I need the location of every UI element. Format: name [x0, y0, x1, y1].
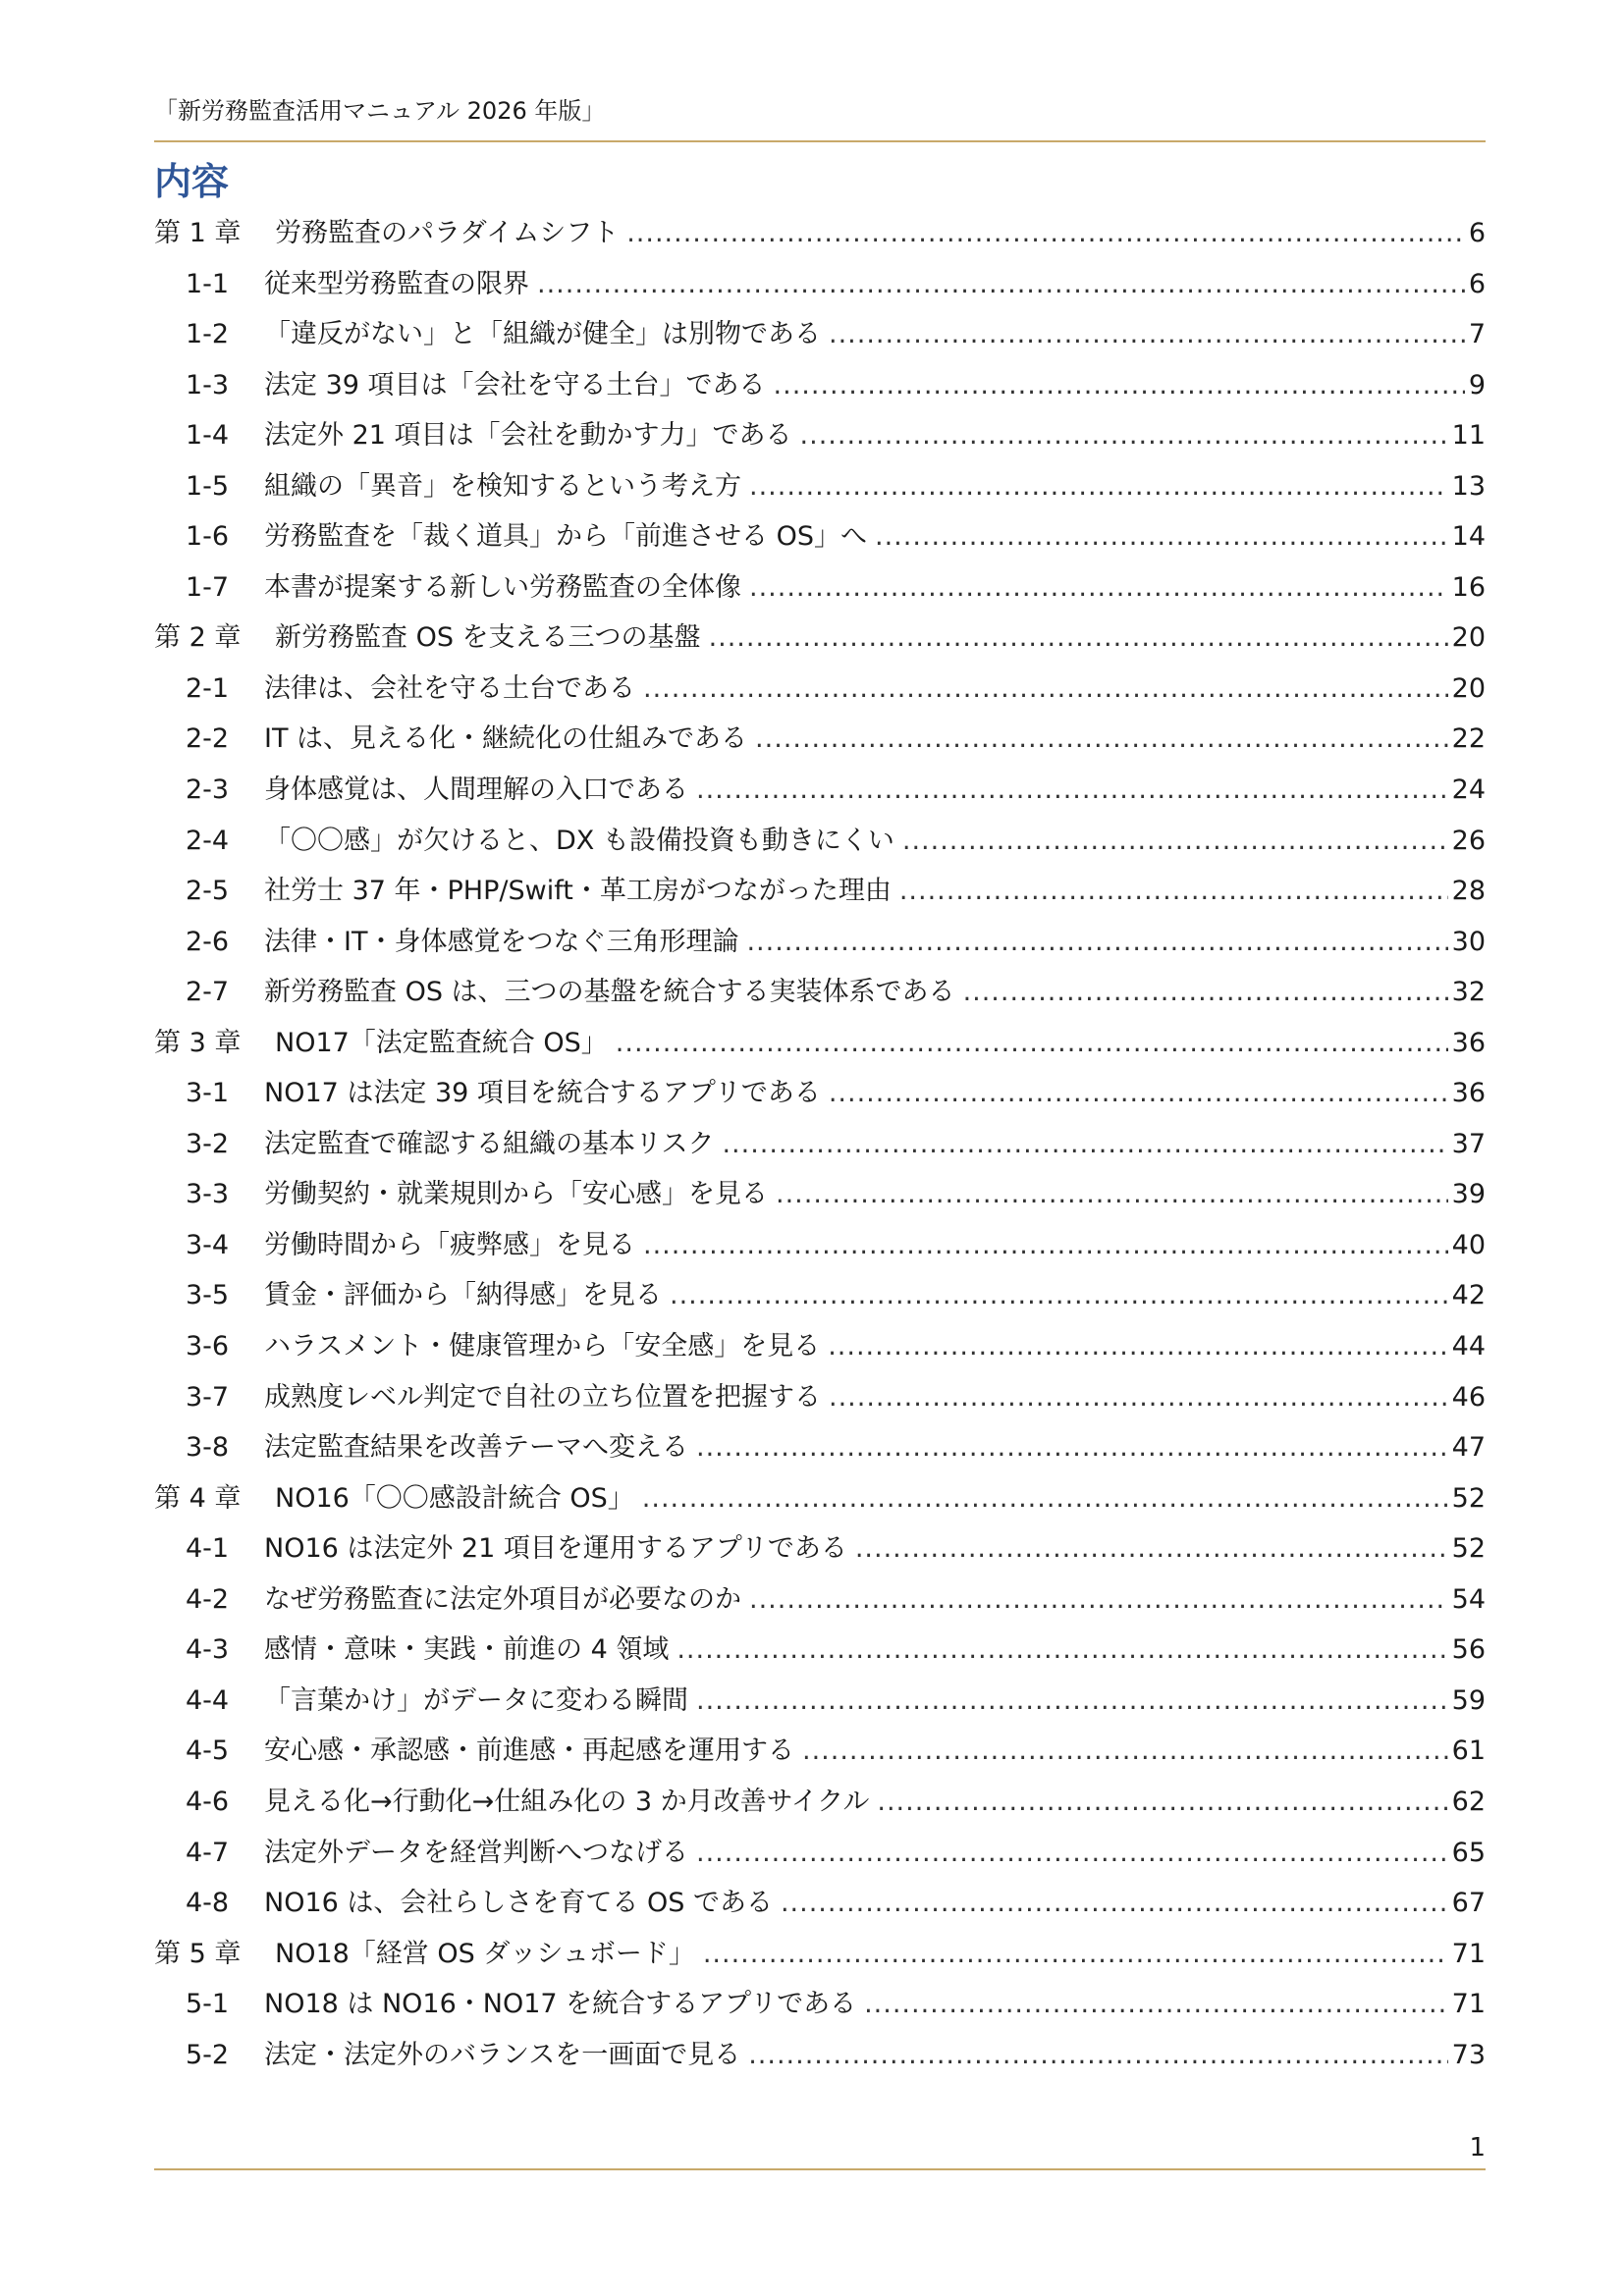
toc-chapter-entry[interactable] [154, 1929, 1486, 1980]
toc-leader-dots [829, 309, 1465, 360]
page-number: 1 [1469, 2133, 1486, 2163]
toc-section-entry[interactable] [154, 511, 1486, 562]
toc-entry-number: 3-7 [186, 1381, 230, 1413]
toc-title: 内容 [154, 160, 230, 203]
toc-entry-page: 39 [1451, 1179, 1486, 1210]
toc-entry-title: 労働時間から「疲弊感」を見る [264, 1229, 635, 1260]
toc-leader-dots [781, 1878, 1448, 1929]
toc-entry-page: 62 [1451, 1786, 1486, 1817]
toc-section-entry[interactable] [154, 1270, 1486, 1321]
toc-section-entry[interactable] [154, 1119, 1486, 1170]
toc-leader-dots [616, 1018, 1448, 1069]
toc-entry-title: ハラスメント・健康管理から「安全感」を見る [264, 1331, 821, 1362]
toc-entry-number: 2-7 [186, 977, 230, 1008]
toc-entry-page: 22 [1451, 723, 1486, 755]
toc-entry-number: 第 4 章 [154, 1482, 242, 1514]
toc-entry-page: 37 [1451, 1128, 1486, 1159]
toc-entry-number: 第 2 章 [154, 622, 242, 654]
toc-section-entry[interactable] [154, 917, 1486, 968]
toc-entry-number: 4-1 [186, 1533, 230, 1565]
toc-entry-title: なぜ労務監査に法定外項目が必要なのか [264, 1583, 741, 1615]
toc-leader-dots [696, 1828, 1448, 1879]
toc-entry-title: NO16「〇〇感設計統合 OS」 [275, 1482, 634, 1514]
toc-entry-title: 法定・法定外のバランスを一画面で見る [264, 2039, 741, 2070]
toc-entry-number: 4-8 [186, 1888, 230, 1919]
toc-leader-dots [899, 866, 1448, 917]
toc-leader-dots [749, 461, 1448, 512]
toc-entry-page: 44 [1451, 1331, 1486, 1362]
header-rule [154, 140, 1486, 142]
toc-entry-page: 6 [1468, 268, 1486, 299]
toc-entry-title: 新労務監査 OS は、三つの基盤を統合する実装体系である [264, 977, 955, 1008]
toc-entry-page: 14 [1451, 521, 1486, 553]
toc-entry-title: 「言葉かけ」がデータに変わる瞬間 [264, 1684, 688, 1716]
toc-entry-number: 2-5 [186, 876, 230, 907]
toc-entry-number: 4-5 [186, 1735, 230, 1767]
toc-section-entry[interactable] [154, 866, 1486, 917]
toc-entry-page: 36 [1451, 1027, 1486, 1058]
toc-entry-number: 第 3 章 [154, 1027, 242, 1058]
toc-leader-dots [864, 1979, 1448, 2030]
toc-entry-page: 20 [1451, 672, 1486, 704]
toc-section-entry[interactable] [154, 1422, 1486, 1473]
toc-entry-number: 3-4 [186, 1229, 230, 1260]
toc-leader-dots [703, 1929, 1448, 1980]
toc-entry-page: 28 [1451, 876, 1486, 907]
toc-section-entry[interactable] [154, 562, 1486, 614]
toc-leader-dots [774, 360, 1465, 411]
toc-entry-number: 3-6 [186, 1331, 230, 1362]
toc-section-entry[interactable] [154, 967, 1486, 1018]
toc-chapter-entry[interactable] [154, 613, 1486, 664]
toc-section-entry[interactable] [154, 360, 1486, 411]
toc-entry-number: 2-3 [186, 774, 230, 806]
toc-entry-title: NO17 は法定 39 項目を統合するアプリである [264, 1078, 821, 1109]
toc-entry-number: 1-5 [186, 470, 230, 502]
toc-entry-title: 従来型労務監査の限界 [264, 268, 529, 299]
toc-leader-dots [875, 511, 1448, 562]
toc-section-entry[interactable] [154, 1676, 1486, 1727]
toc-leader-dots [755, 714, 1448, 765]
toc-entry-title: 労働契約・就業規則から「安心感」を見る [264, 1179, 768, 1210]
toc-section-entry[interactable] [154, 1169, 1486, 1220]
toc-section-entry[interactable] [154, 816, 1486, 867]
toc-entry-page: 36 [1451, 1078, 1486, 1109]
toc-entry-page: 32 [1451, 977, 1486, 1008]
toc-entry-number: 1-7 [186, 571, 230, 603]
toc-entry-title: 労務監査を「裁く道具」から「前進させる OS」へ [264, 521, 867, 553]
toc-entry-page: 56 [1451, 1634, 1486, 1666]
toc-entry-title: 法定外 21 項目は「会社を動かす力」である [264, 420, 792, 452]
toc-entry-number: 1-3 [186, 369, 230, 400]
toc-entry-page: 47 [1451, 1432, 1486, 1464]
toc-section-entry[interactable] [154, 309, 1486, 360]
toc-entry-number: 4-6 [186, 1786, 230, 1817]
toc-entry-number: 4-7 [186, 1837, 230, 1868]
toc-section-entry[interactable] [154, 1878, 1486, 1929]
toc-entry-page: 40 [1451, 1229, 1486, 1260]
toc-chapter-entry[interactable] [154, 1473, 1486, 1524]
toc-entry-page: 67 [1451, 1888, 1486, 1919]
toc-leader-dots [902, 816, 1448, 867]
toc-entry-title: NO18 は NO16・NO17 を統合するアプリである [264, 1989, 857, 2020]
toc-entry-page: 73 [1451, 2039, 1486, 2070]
toc-entry-title: 法律は、会社を守る土台である [264, 672, 635, 704]
toc-entry-title: 法律・IT・身体感覚をつなぐ三角形理論 [264, 926, 739, 957]
toc-entry-page: 9 [1468, 369, 1486, 400]
toc-entry-number: 2-1 [186, 672, 230, 704]
toc-entry-title: NO18「経営 OS ダッシュボード」 [275, 1938, 695, 1969]
toc-entry-page: 26 [1451, 825, 1486, 856]
toc-entry-page: 52 [1451, 1533, 1486, 1565]
toc-leader-dots [642, 1473, 1448, 1524]
toc-entry-number: 1-6 [186, 521, 230, 553]
toc-leader-dots [696, 1676, 1448, 1727]
toc-entry-title: 法定監査結果を改善テーマへ変える [264, 1432, 688, 1464]
toc-leader-dots [749, 562, 1448, 614]
toc-entry-title: 安心感・承認感・前進感・再起感を運用する [264, 1735, 794, 1767]
footer-rule [154, 2168, 1486, 2170]
toc-leader-dots [746, 917, 1447, 968]
toc-list [154, 208, 1486, 2080]
toc-entry-title: 法定外データを経営判断へつなげる [264, 1837, 688, 1868]
toc-entry-number: 1-4 [186, 420, 230, 452]
toc-entry-number: 3-3 [186, 1179, 230, 1210]
toc-entry-number: 3-1 [186, 1078, 230, 1109]
toc-leader-dots [800, 410, 1448, 461]
toc-entry-number: 2-6 [186, 926, 230, 957]
toc-section-entry[interactable] [154, 1575, 1486, 1626]
toc-leader-dots [829, 1372, 1448, 1423]
toc-entry-page: 52 [1451, 1482, 1486, 1514]
toc-leader-dots [643, 664, 1448, 715]
toc-entry-page: 54 [1451, 1583, 1486, 1615]
toc-entry-title: 組織の「異音」を検知するという考え方 [264, 470, 741, 502]
toc-section-entry[interactable] [154, 1726, 1486, 1777]
toc-entry-title: 本書が提案する新しい労務監査の全体像 [264, 571, 741, 603]
toc-entry-number: 2-2 [186, 723, 230, 755]
toc-leader-dots [643, 1220, 1448, 1271]
toc-leader-dots [748, 2030, 1447, 2081]
toc-section-entry[interactable] [154, 1220, 1486, 1271]
toc-entry-title: 「〇〇感」が欠けると、DX も設備投資も動きにくい [264, 825, 894, 856]
toc-section-entry[interactable] [154, 461, 1486, 512]
toc-section-entry[interactable] [154, 714, 1486, 765]
toc-section-entry[interactable] [154, 765, 1486, 816]
toc-entry-title: IT は、見える化・継続化の仕組みである [264, 723, 748, 755]
toc-entry-title: 社労士 37 年・PHP/Swift・革工房がつながった理由 [264, 876, 892, 907]
running-header: 「新労務監査活用マニュアル 2026 年版」 [154, 97, 606, 125]
toc-entry-title: NO16 は、会社らしさを育てる OS である [264, 1888, 773, 1919]
toc-leader-dots [829, 1068, 1448, 1119]
toc-leader-dots [802, 1726, 1448, 1777]
toc-section-entry[interactable] [154, 664, 1486, 715]
toc-leader-dots [722, 1119, 1447, 1170]
toc-entry-title: NO16 は法定外 21 項目を運用するアプリである [264, 1533, 847, 1565]
toc-leader-dots [670, 1270, 1448, 1321]
toc-section-entry[interactable] [154, 1828, 1486, 1879]
toc-entry-number: 2-4 [186, 825, 230, 856]
toc-section-entry[interactable] [154, 1068, 1486, 1119]
toc-leader-dots [855, 1523, 1448, 1575]
toc-entry-number: 4-2 [186, 1583, 230, 1615]
toc-entry-number: 1-1 [186, 268, 230, 299]
toc-entry-number: 5-1 [186, 1989, 230, 2020]
toc-entry-number: 第 5 章 [154, 1938, 242, 1969]
toc-leader-dots [626, 208, 1465, 259]
toc-entry-title: 成熟度レベル判定で自社の立ち位置を把握する [264, 1381, 821, 1413]
toc-entry-number: 3-2 [186, 1128, 230, 1159]
toc-leader-dots [963, 967, 1448, 1018]
toc-entry-page: 13 [1451, 470, 1486, 502]
toc-entry-title: 新労務監査 OS を支える三つの基盤 [275, 622, 701, 654]
toc-leader-dots [677, 1625, 1447, 1676]
toc-leader-dots [776, 1169, 1448, 1220]
toc-entry-number: 4-3 [186, 1634, 230, 1666]
toc-leader-dots [709, 613, 1448, 664]
toc-entry-title: 労務監査のパラダイムシフト [275, 218, 620, 248]
toc-section-entry[interactable] [154, 1979, 1486, 2030]
toc-section-entry[interactable] [154, 1372, 1486, 1423]
toc-entry-number: 第 1 章 [154, 218, 242, 248]
toc-entry-page: 6 [1468, 218, 1486, 248]
toc-entry-number: 3-8 [186, 1432, 230, 1464]
toc-entry-page: 46 [1451, 1381, 1486, 1413]
toc-entry-number: 4-4 [186, 1684, 230, 1716]
toc-leader-dots [749, 1575, 1448, 1626]
toc-entry-page: 65 [1451, 1837, 1486, 1868]
toc-entry-title: 身体感覚は、人間理解の入口である [264, 774, 688, 806]
toc-entry-page: 71 [1451, 1989, 1486, 2020]
toc-entry-page: 11 [1451, 420, 1486, 452]
toc-entry-page: 24 [1451, 774, 1486, 806]
toc-entry-title: 法定 39 項目は「会社を守る土台」である [264, 369, 766, 400]
toc-chapter-entry[interactable] [154, 208, 1486, 259]
toc-leader-dots [537, 259, 1465, 310]
toc-entry-page: 59 [1451, 1684, 1486, 1716]
toc-entry-page: 71 [1451, 1938, 1486, 1969]
toc-leader-dots [696, 1422, 1448, 1473]
toc-section-entry[interactable] [154, 1321, 1486, 1372]
toc-section-entry[interactable] [154, 1777, 1486, 1828]
toc-entry-number: 1-2 [186, 319, 230, 350]
toc-entry-title: 賃金・評価から「納得感」を見る [264, 1280, 662, 1311]
toc-entry-number: 3-5 [186, 1280, 230, 1311]
toc-entry-title: 「違反がない」と「組織が健全」は別物である [264, 319, 821, 350]
toc-section-entry[interactable] [154, 1625, 1486, 1676]
toc-entry-number: 5-2 [186, 2039, 230, 2070]
toc-entry-title: 見える化→行動化→仕組み化の 3 か月改善サイクル [264, 1786, 870, 1817]
toc-leader-dots [877, 1777, 1447, 1828]
toc-leader-dots [828, 1321, 1447, 1372]
toc-section-entry[interactable] [154, 259, 1486, 310]
toc-entry-page: 61 [1451, 1735, 1486, 1767]
toc-entry-page: 7 [1468, 319, 1486, 350]
toc-entry-title: NO17「法定監査統合 OS」 [275, 1027, 608, 1058]
toc-leader-dots [696, 765, 1448, 816]
toc-entry-title: 法定監査で確認する組織の基本リスク [264, 1128, 715, 1159]
toc-chapter-entry[interactable] [154, 1018, 1486, 1069]
toc-section-entry[interactable] [154, 410, 1486, 461]
toc-entry-page: 30 [1451, 926, 1486, 957]
toc-entry-page: 20 [1451, 622, 1486, 654]
toc-entry-page: 42 [1451, 1280, 1486, 1311]
toc-section-entry[interactable] [154, 1523, 1486, 1575]
toc-entry-page: 16 [1451, 571, 1486, 603]
toc-entry-title: 感情・意味・実践・前進の 4 領域 [264, 1634, 670, 1666]
toc-section-entry[interactable] [154, 2030, 1486, 2081]
